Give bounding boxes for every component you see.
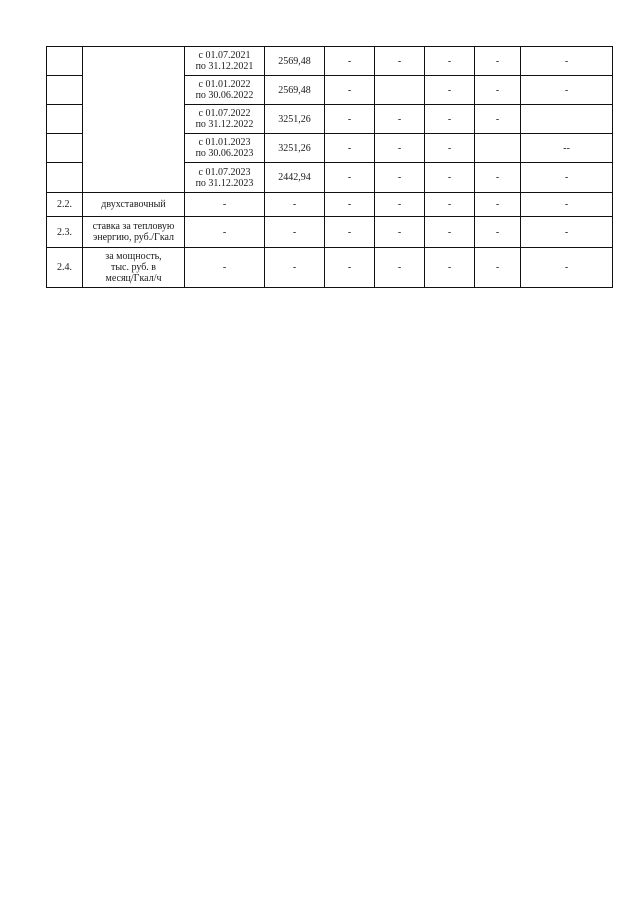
table-cell: - — [325, 248, 375, 288]
table-cell: - — [325, 76, 375, 105]
table-cell: - — [325, 47, 375, 76]
table-cell: - — [521, 217, 613, 248]
table-cell: - — [475, 163, 521, 193]
table-cell: - — [425, 76, 475, 105]
row-number-cell: 2.4. — [47, 248, 83, 288]
row-number-cell: 2.2. — [47, 193, 83, 217]
row-number-cell — [47, 163, 83, 193]
table-cell: - — [265, 248, 325, 288]
tariff-value-cell: 2569,48 — [265, 47, 325, 76]
tariff-value-cell: 2442,94 — [265, 163, 325, 193]
table-cell: - — [475, 105, 521, 134]
row-number-cell: 2.3. — [47, 217, 83, 248]
tariff-table-body — [47, 47, 613, 288]
row-number-cell — [47, 134, 83, 163]
table-cell: - — [425, 105, 475, 134]
table-row — [47, 193, 613, 217]
tariff-table — [46, 46, 613, 288]
table-cell: - — [375, 105, 425, 134]
table-cell: - — [425, 163, 475, 193]
table-cell: - — [521, 76, 613, 105]
table-cell: - — [375, 163, 425, 193]
table-cell: - — [325, 217, 375, 248]
tariff-value-cell: 2569,48 — [265, 76, 325, 105]
table-cell: - — [265, 217, 325, 248]
table-cell: - — [521, 47, 613, 76]
table-cell: - — [425, 134, 475, 163]
table-row — [47, 47, 613, 76]
table-cell: - — [375, 217, 425, 248]
table-cell: - — [375, 248, 425, 288]
period-cell: с 01.07.2023 по 31.12.2023 — [185, 163, 265, 193]
indicator-cell: за мощность, тыс. руб. в месяц/Гкал/ч — [83, 248, 185, 288]
indicator-cell: двухставочный — [83, 193, 185, 217]
table-cell: - — [325, 105, 375, 134]
indicator-cell — [83, 47, 185, 193]
row-number-cell — [47, 105, 83, 134]
tariff-value-cell: 3251,26 — [265, 134, 325, 163]
table-cell — [375, 76, 425, 105]
table-cell: - — [425, 217, 475, 248]
table-cell: - — [375, 134, 425, 163]
table-cell: - — [425, 193, 475, 217]
table-cell: - — [375, 47, 425, 76]
row-number-cell — [47, 76, 83, 105]
period-cell: с 01.01.2022 по 30.06.2022 — [185, 76, 265, 105]
indicator-cell: ставка за тепловую энергию, руб./Гкал — [83, 217, 185, 248]
table-cell: - — [265, 193, 325, 217]
period-cell: с 01.07.2022 по 31.12.2022 — [185, 105, 265, 134]
period-cell: с 01.07.2021 по 31.12.2021 — [185, 47, 265, 76]
table-cell: - — [185, 217, 265, 248]
table-cell: - — [475, 193, 521, 217]
table-cell: - — [475, 217, 521, 248]
table-cell: - — [425, 47, 475, 76]
table-cell: - — [325, 163, 375, 193]
table-cell: - — [325, 134, 375, 163]
table-cell — [521, 105, 613, 134]
table-cell: - — [475, 47, 521, 76]
table-cell: -- — [521, 134, 613, 163]
table-cell: - — [375, 193, 425, 217]
table-cell: - — [475, 76, 521, 105]
table-cell: - — [185, 193, 265, 217]
table-cell: - — [185, 248, 265, 288]
table-cell: - — [325, 193, 375, 217]
table-row — [47, 248, 613, 288]
table-cell: - — [521, 248, 613, 288]
table-cell: - — [425, 248, 475, 288]
table-row — [47, 217, 613, 248]
period-cell: с 01.01.2023 по 30.06.2023 — [185, 134, 265, 163]
tariff-value-cell: 3251,26 — [265, 105, 325, 134]
table-cell: - — [521, 163, 613, 193]
table-cell — [475, 134, 521, 163]
table-cell: - — [475, 248, 521, 288]
row-number-cell — [47, 47, 83, 76]
table-cell: - — [521, 193, 613, 217]
